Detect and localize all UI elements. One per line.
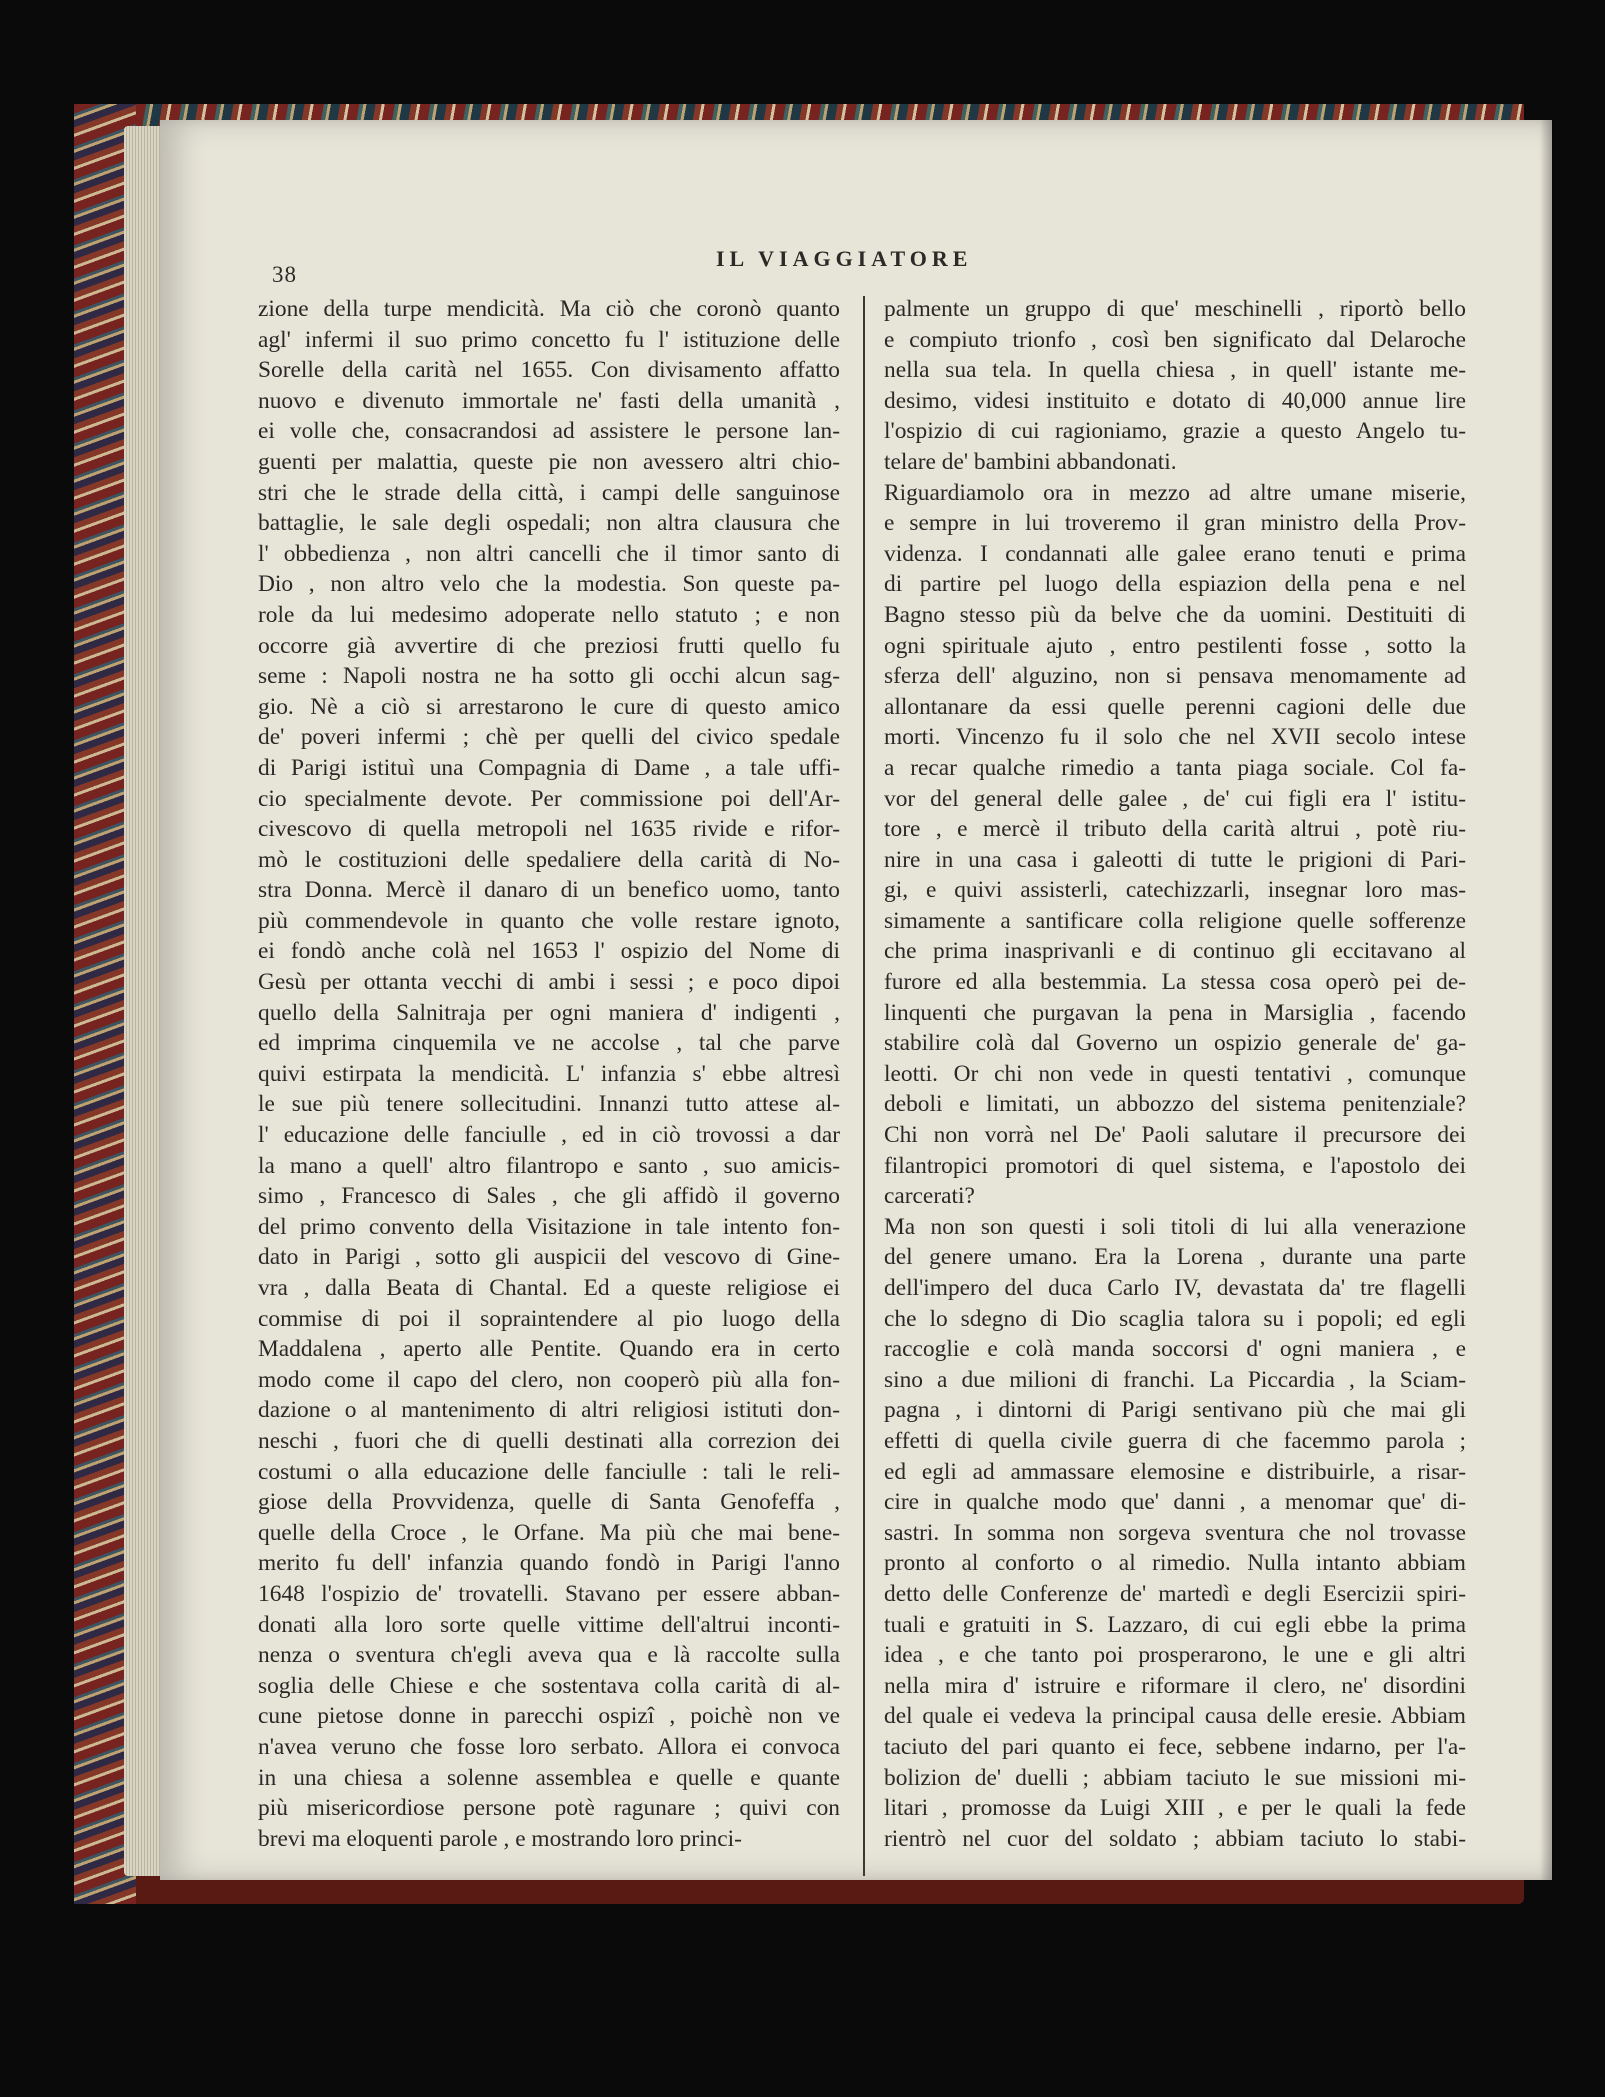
text-line: dato in Parigi , sotto gli auspicii del vescovo di Gine- <box>258 1244 840 1271</box>
text-line: Riguardiamolo ora in mezzo ad altre umane miserie, <box>884 479 1466 506</box>
text-line: furore ed alla bestemmia. La stessa cosa operò pei de- <box>884 969 1466 996</box>
text-line: battaglie, le sale degli ospedali; non altra clausura che <box>258 510 840 537</box>
text-line: rientrò nel cuor del soldato ; abbiam taciuto lo stabi- <box>884 1825 1466 1852</box>
right-column <box>884 294 1466 1854</box>
text-line: dazione o al mantenimento di altri religiosi istituti don- <box>258 1397 840 1424</box>
text-line: soglia delle Chiese e che sostentava colla carità di al- <box>258 1672 840 1699</box>
text-line: sino a due milioni di franchi. La Piccardia , la Sciam- <box>884 1366 1466 1393</box>
text-line: Maddalena , aperto alle Pentite. Quando era in certo <box>258 1336 840 1363</box>
text-line: tuali e gratuiti in S. Lazzaro, di cui egli ebbe la prima <box>884 1611 1466 1638</box>
text-line: modo come il capo del clero, non cooperò più alla fon- <box>258 1366 840 1393</box>
text-line: sferza dell' alguzino, non si pensava menomamente ad <box>884 663 1466 690</box>
text-line: filantropici promotori di quel sistema, e l'apostolo dei <box>884 1152 1466 1179</box>
left-column <box>258 294 840 1854</box>
text-line: seme : Napoli nostra ne ha sotto gli occhi alcun sag- <box>258 663 840 690</box>
text-line: bolizion de' duelli ; abbiam taciuto le sue missioni mi- <box>884 1764 1466 1791</box>
text-line: nella sua tela. In quella chiesa , in quell' istante me- <box>884 357 1466 384</box>
text-line: 1648 l'ospizio de' trovatelli. Stavano per essere abban- <box>258 1580 840 1607</box>
text-line: Bagno stesso più da belve che da uomini. Destituiti di <box>884 601 1466 628</box>
text-line: brevi ma eloquenti parole , e mostrando loro princi- <box>258 1825 742 1852</box>
text-line: e sempre in lui troveremo il gran ministro della Prov- <box>884 510 1466 537</box>
text-line: e compiuto trionfo , così ben significato dal Delaroche <box>884 326 1466 353</box>
text-line: nella mira d' istruire e riformare il clero, ne' disordini <box>884 1672 1466 1699</box>
text-line: role da lui medesimo adoperate nello statuto ; e non <box>258 601 840 628</box>
text-line: ei volle che, consacrandosi ad assistere le persone lan- <box>258 418 840 445</box>
text-line: Dio , non altro velo che la modestia. Son queste pa- <box>258 571 840 598</box>
text-line: stri che le strade della città, i campi delle sanguinose <box>258 479 840 506</box>
text-line: agl' infermi il suo primo concetto fu l' istituzione delle <box>258 326 840 353</box>
text-line: del primo convento della Visitazione in tale intento fon- <box>258 1213 840 1240</box>
text-line: che prima inasprivanli e di continuo gli eccitavano al <box>884 938 1466 965</box>
text-line: n'avea veruno che fosse loro serbato. Allora ei convoca <box>258 1733 840 1760</box>
text-line: merito fu dell' infanzia quando fondò in Parigi l'anno <box>258 1550 840 1577</box>
text-line: ed egli ad ammassare elemosine e distribuirle, a risar- <box>884 1458 1466 1485</box>
text-line: nuovo e divenuto immortale ne' fasti della umanità , <box>258 387 840 414</box>
text-line: nenza o sventura ch'egli aveva qua e là raccolte sulla <box>258 1642 840 1669</box>
text-line: effetti di quella civile guerra di che facemmo parola ; <box>884 1427 1466 1454</box>
text-line: linquenti che purgavan la pena in Marsiglia , facendo <box>884 999 1466 1026</box>
text-line: nire in una casa i galeotti di tutte le prigioni di Pari- <box>884 846 1466 873</box>
text-line: l' educazione delle fanciulle , ed in ciò trovossi a dar <box>258 1122 840 1149</box>
text-line: morti. Vincenzo fu il solo che nel XVII secolo intese <box>884 724 1466 751</box>
text-line: del quale ei vedeva la principal causa delle eresie. Abbiam <box>884 1703 1466 1730</box>
text-line: Sorelle della carità nel 1655. Con divisamento affatto <box>258 357 840 384</box>
text-line: pagna , i dintorni di Parigi sentivano più che mai gli <box>884 1397 1466 1424</box>
text-line: ogni spirituale ajuto , entro pestilenti fosse , sotto la <box>884 632 1466 659</box>
text-line: a recar qualche rimedio a tanta piaga sociale. Col fa- <box>884 754 1466 781</box>
text-line: di Parigi istituì una Compagnia di Dame , a tale uffi- <box>258 754 840 781</box>
text-line: taciuto del pari quanto ei fece, sebbene indarno, per l'a- <box>884 1733 1466 1760</box>
text-line: commise di poi il sopraintendere al pio luogo della <box>258 1305 840 1332</box>
text-line: simo , Francesco di Sales , che gli affidò il governo <box>258 1183 840 1210</box>
text-line: in una chiesa a solenne assemblea e quelle e quante <box>258 1764 840 1791</box>
text-line: telare de' bambini abbandonati. <box>884 448 1177 475</box>
text-line: occorre già avvertire di che preziosi frutti quello fu <box>258 632 840 659</box>
text-line: gio. Nè a ciò si arrestarono le cure di questo amico <box>258 693 840 720</box>
text-line: la mano a quell' altro filantropo e santo , suo amicis- <box>258 1152 840 1179</box>
text-line: vor del general delle galee , de' cui figli era l' istitu- <box>884 785 1466 812</box>
text-line: che lo sdegno di Dio scaglia talora su i popoli; ed egli <box>884 1305 1466 1332</box>
text-line: simamente a santificare colla religione quelle sofferenze <box>884 907 1466 934</box>
running-title: IL VIAGGIATORE <box>716 246 973 271</box>
text-line: gi, e quivi assisterli, catechizzarli, insegnar loro mas- <box>884 877 1466 904</box>
text-line: quello della Salnitraja per ogni maniera d' indigenti , <box>258 999 840 1026</box>
text-line: raccoglie e colà manda soccorsi d' ogni maniera , e <box>884 1336 1466 1363</box>
text-line: civescovo di quella metropoli nel 1635 rivide e rifor- <box>258 816 840 843</box>
text-line: quivi estirpata la mendicità. L' infanzia s' ebbe altresì <box>258 1060 840 1087</box>
text-line: idea , e che tanto poi prosperarono, le une e gli altri <box>884 1642 1466 1669</box>
text-line: sastri. In somma non sorgeva sventura che nol trovasse <box>884 1519 1466 1546</box>
text-line: videnza. I condannati alle galee erano tenuti e prima <box>884 540 1466 567</box>
text-line: de' poveri infermi ; chè per quelli del civico spedale <box>258 724 840 751</box>
text-line: deboli e limitati, un abbozzo del sistema penitenziale? <box>884 1091 1466 1118</box>
text-line: tore , e mercè il tributo della carità altrui , potè riu- <box>884 816 1466 843</box>
text-line: l' obbedienza , non altri cancelli che il timor santo di <box>258 540 840 567</box>
text-line: più misericordiose persone potè ragunare ; quivi con <box>258 1795 840 1822</box>
text-line: giose della Provvidenza, quelle di Santa Genofeffa , <box>258 1489 840 1516</box>
text-line: ei fondò anche colà nel 1653 l' ospizio del Nome di <box>258 938 840 965</box>
text-line: litari , promosse da Luigi XIII , e per le quali la fede <box>884 1795 1466 1822</box>
text-line: mò le costituzioni delle spedaliere della carità di No- <box>258 846 840 873</box>
text-line: palmente un gruppo di que' meschinelli , riportò bello <box>884 296 1466 322</box>
text-line: cio specialmente devote. Per commissione poi dell'Ar- <box>258 785 840 812</box>
text-line: dell'impero del duca Carlo IV, devastata da' tre flagelli <box>884 1275 1466 1301</box>
text-line: Ma non son questi i soli titoli di lui alla venerazione <box>884 1213 1466 1240</box>
text-line: neschi , fuori che di quelli destinati alla correzion dei <box>258 1427 840 1454</box>
text-line: allontanare da essi quelle perenni cagioni delle due <box>884 693 1466 720</box>
text-line: leotti. Or chi non vede in questi tentativi , comunque <box>884 1060 1466 1087</box>
text-line: carcerati? <box>884 1183 975 1210</box>
text-line: desimo, videsi instituito e dotato di 40,000 annue lire <box>884 387 1466 414</box>
text-line: l'ospizio di cui ragioniamo, grazie a questo Angelo tu- <box>884 418 1466 445</box>
text-line: pronto al conforto o al rimedio. Nulla intanto abbiam <box>884 1550 1466 1577</box>
text-line: cire in qualche modo que' danni , a menomar que' di- <box>884 1489 1466 1516</box>
text-line: costumi o alla educazione delle fanciulle : tali le reli- <box>258 1458 840 1485</box>
text-line: donati alla loro sorte quelle vittime dell'altrui inconti- <box>258 1611 840 1638</box>
text-line: di partire pel luogo della espiazion della pena e nel <box>884 571 1466 598</box>
text-line: stabilire colà dal Governo un ospizio generale de' ga- <box>884 1030 1466 1057</box>
text-line: vra , dalla Beata di Chantal. Ed a queste religiose ei <box>258 1275 840 1301</box>
text-line: del genere umano. Era la Lorena , durante una parte <box>884 1244 1466 1271</box>
text-line: quelle della Croce , le Orfane. Ma più che mai bene- <box>258 1519 840 1546</box>
text-line: Gesù per ottanta vecchi di ambi i sessi ; e poco dipoi <box>258 969 840 996</box>
text-line: detto delle Conferenze de' martedì e degli Esercizii spiri- <box>884 1580 1466 1607</box>
text-line: le sue più tenere sollecitudini. Innanzi tutto attese al- <box>258 1091 840 1118</box>
text-line: zione della turpe mendicità. Ma ciò che coronò quanto <box>258 296 840 322</box>
page-number: 38 <box>272 262 297 287</box>
text-line: guenti per malattia, queste pie non avessero altri chio- <box>258 448 840 475</box>
text-line: Chi non vorrà nel De' Paoli salutare il precursore dei <box>884 1122 1466 1149</box>
text-line: cune pietose donne in parecchi ospizî , poichè non ve <box>258 1703 840 1730</box>
page-gutter-shadow <box>1540 120 1554 1880</box>
text-line: ed imprima cinquemila ve ne accolse , tal che parve <box>258 1030 840 1057</box>
text-line: stra Donna. Mercè il danaro di un benefico uomo, tanto <box>258 877 840 904</box>
text-line: più commendevole in quanto che volle restare ignoto, <box>258 907 840 934</box>
column-rule <box>863 296 865 1876</box>
